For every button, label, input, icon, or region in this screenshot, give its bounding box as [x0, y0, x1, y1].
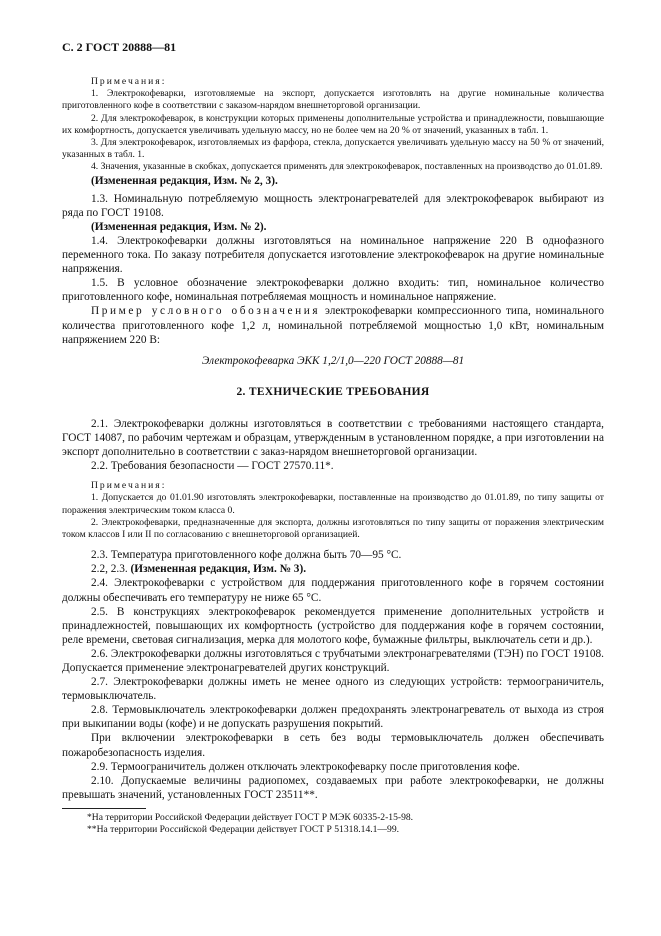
section-title: 2. ТЕХНИЧЕСКИЕ ТРЕБОВАНИЯ [236, 385, 430, 398]
section-2-body [62, 417, 604, 473]
note-item: 2. Для электрокофеварок, в конструкции которых применены дополнительные устройства и принадлежности, повышающие их комфортность, допускается увеличивать удельную массу, но не более чем на 20 % от значений, указанных в табл. 1. [62, 112, 604, 136]
note-item: 1. Допускается до 01.01.90 изготовлять электрокофеварки, поставленные на производство до 01.01.89, по типу защиты от поражения электрическим током класса 0. [62, 492, 604, 516]
notes-heading: Примечания: [91, 480, 167, 492]
clause-number: 2.2, 2.3. [91, 563, 131, 576]
notes-heading: Примечания: [91, 76, 167, 87]
clause-1-3: 1.3. Номинальную потребляемую мощность электронагревателей для электрокофеварок выбирают из ряда по ГОСТ 19108. [62, 192, 604, 219]
footnote-divider [62, 808, 146, 809]
amendment-note: (Измененная редакция, Изм. № 2). [91, 220, 267, 233]
clause-2-7: 2.7. Электрокофеварки должны иметь не менее одного из следующих устройств: термоограничитель, термовыключатель. [62, 676, 604, 703]
note-item: 3. Для электрокофеварок, изготовляемых из фарфора, стекла, допускается увеличивать удельную массу на 50 % от значений, указанных в табл. 1. [62, 137, 604, 161]
notes-table-1 [62, 76, 604, 174]
clause-2-4: 2.4. Электрокофеварки с устройством для поддержания приготовленного кофе в горячем состоянии должны обеспечивать его температуру не ниже 65 °С. [62, 577, 604, 604]
section-2-body-continued [62, 548, 604, 802]
clause-2-2: 2.2. Требования безопасности — ГОСТ 27570.11*. [91, 460, 334, 473]
clause-2-8: 2.8. Термовыключатель электрокофеварки должен предохранять электронагреватель от выхода из строя при выкипании воды (кофе) и не допускать разрушения покрытий. [62, 704, 604, 731]
note-item: 1. Электрокофеварки, изготовляемые на экспорт, допускается изготовлять на другие номинальные количества приготовленного кофе в соответствии с заказом-нарядом внешнеторговой организации. [62, 88, 604, 112]
note-item: 4. Значения, указанные в скобках, допускается применять для электрокофеварок, поставленных на производство до 01.01.89. [91, 161, 603, 173]
clause-2-3: 2.3. Температура приготовленного кофе должна быть 70—95 °С. [91, 549, 402, 562]
clause-2-5: 2.5. В конструкциях электрокофеварок рекомендуется применение дополнительных устройств и принадлежностей, повышающих их комфортность (устройство для поддержания кофе в горячем состоянии, реле времени, световая сигнализация, мерка для молотого кофе, бумажные фильтры, выключатель сети и др.). [62, 605, 604, 646]
page-header: С. 2 ГОСТ 20888—81 [62, 40, 177, 54]
footnote: *На территории Российской Федерации действует ГОСТ Р МЭК 60335-2-15-98. [87, 811, 414, 823]
designation-example [62, 304, 604, 346]
clause-2-10: 2.10. Допускаемые величины радиопомех, создаваемых при работе электрокофеварки, не должны превышать значений, установленных ГОСТ 23511**. [62, 774, 604, 801]
clause-2-8-cont: При включении электрокофеварки в сеть без воды термовыключатель должен обеспечивать пожаробезопасность изделия. [62, 732, 604, 759]
clause-1-4: 1.4. Электрокофеварки должны изготовляться на номинальное напряжение 220 В однофазного переменного тока. По заказу потребителя допускается изготовление электрокофеварок на другие номинальные напряжения. [62, 235, 604, 276]
clause-1-5: 1.5. В условное обозначение электрокофеварки должно входить: тип, номинальное количество приготовленного кофе, номинальная потребляемая мощность и номинальное напряжение. [62, 277, 604, 304]
amendment-note: (Измененная редакция, Изм. № 3). [130, 563, 307, 576]
amendment-note: (Измененная редакция, Изм. № 2, 3). [91, 174, 278, 187]
clause-2-9: 2.9. Термоограничитель должен отключать электрокофеварку после приготовления кофе. [91, 760, 520, 773]
notes-safety [62, 480, 604, 541]
footnotes [62, 812, 604, 836]
footnote: **На территории Российской Федерации действует ГОСТ Р 51318.14.1—99. [87, 823, 400, 835]
section-1-body [62, 174, 604, 368]
example-lead: Пример условного обозначения [91, 305, 321, 318]
clause-2-6: 2.6. Электрокофеварки должны изготовляться с трубчатыми электронагревателями (ТЭН) по ГОСТ 19108. Допускается применение электронагревателей других конструкций. [62, 647, 604, 674]
clause-2-1: 2.1. Электрокофеварки должны изготовляться в соответствии с требованиями настоящего стандарта, ГОСТ 14087, по рабочим чертежам и образцам, утвержденным в установленном порядке, а при изготовлении на экспорт дополнительно в соответствии с заказ-нарядом внешнеторговой организации. [62, 417, 604, 459]
clause-2-2-2-3-amendment [62, 562, 604, 576]
example-text: электрокофеварки компрессионного типа, номинального количества приготовленного кофе 1,2 л, номинальной потребляемой мощностью 1,0 кВт, номинальным напряжением 220 В: [62, 305, 604, 346]
note-item: 2. Электрокофеварки, предназначенные для экспорта, должны изготовляться по типу защиты от поражения электрическим током классов I или II по согласованию с внешнеторговой организацией. [62, 516, 604, 541]
designation-string: Электрокофеварка ЭКК 1,2/1,0—220 ГОСТ 20888—81 [201, 354, 465, 367]
